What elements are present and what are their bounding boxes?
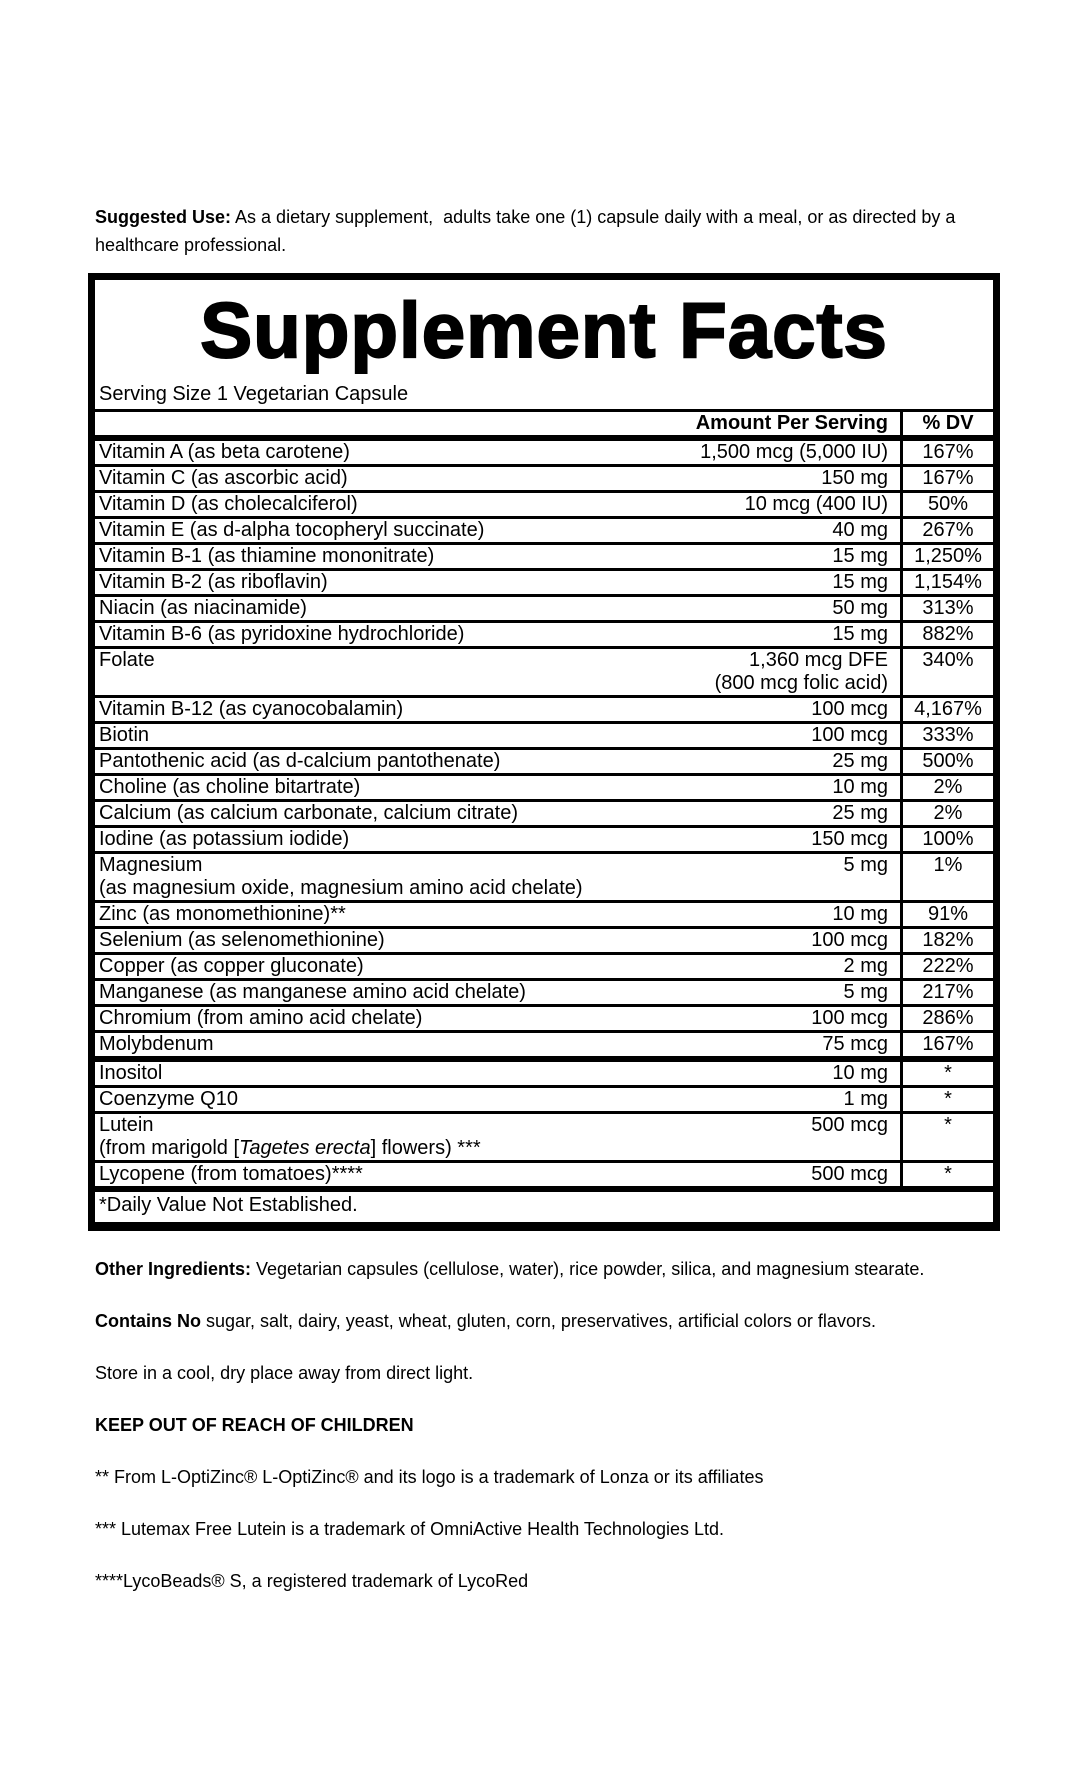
nutrient-amount: 25 mg xyxy=(832,750,888,773)
nutrient-amount: 150 mg xyxy=(821,467,888,490)
nutrient-row xyxy=(95,978,993,1004)
nutrient-main-cell xyxy=(95,955,900,978)
nutrient-amount: 5 mg xyxy=(843,854,888,877)
nutrient-amount: 100 mcg xyxy=(811,698,888,721)
nutrient-name: Biotin xyxy=(99,724,150,747)
nutrient-name: Molybdenum xyxy=(99,1033,214,1056)
nutrient-row xyxy=(95,620,993,646)
suggested-use-lead: Suggested Use: xyxy=(95,207,232,227)
nutrient-name: Manganese (as manganese amino acid chelate) xyxy=(99,981,526,1004)
nutrient-row xyxy=(95,773,993,799)
nutrient-main-cell xyxy=(95,623,900,646)
nutrient-row xyxy=(95,568,993,594)
nutrient-dv: 882% xyxy=(900,623,993,646)
nutrient-row xyxy=(95,1004,993,1030)
nutrient-amount: 25 mg xyxy=(832,802,888,825)
nutrient-dv: 182% xyxy=(900,929,993,952)
nutrient-row xyxy=(95,490,993,516)
nutrient-row xyxy=(95,1085,993,1111)
nutrient-dv: 4,167% xyxy=(900,698,993,721)
nutrient-name: Iodine (as potassium iodide) xyxy=(99,828,350,851)
daily-value-footnote: *Daily Value Not Established. xyxy=(95,1186,993,1222)
nutrient-dv: * xyxy=(900,1088,993,1111)
column-header-amount: Amount Per Serving xyxy=(695,412,888,435)
nutrient-amount: 15 mg xyxy=(832,623,888,646)
nutrient-amount: 75 mcg xyxy=(822,1033,888,1056)
nutrient-row xyxy=(95,594,993,620)
nutrient-dv: 313% xyxy=(900,597,993,620)
nutrient-amount: 500 mcg xyxy=(811,1114,888,1137)
nutrient-dv: 1% xyxy=(900,854,993,900)
other-ingredients: Other Ingredients: Vegetarian capsules (cellulose, water), rice powder, silica, and magnesium stearate. xyxy=(95,1259,925,1280)
nutrient-main-cell xyxy=(95,724,900,747)
nutrient-name: Folate xyxy=(99,649,155,672)
nutrient-amount-detail: (800 mcg folic acid) xyxy=(714,672,888,695)
supplement-facts-panel xyxy=(88,273,1000,1231)
nutrient-amount: 1 mg xyxy=(843,1088,888,1111)
nutrient-name: Vitamin E (as d-alpha tocopheryl succinate) xyxy=(99,519,485,542)
nutrient-name: Vitamin B-12 (as cyanocobalamin) xyxy=(99,698,404,721)
nutrient-amount: 10 mg xyxy=(832,903,888,926)
nutrient-dv: 222% xyxy=(900,955,993,978)
nutrient-row xyxy=(95,747,993,773)
storage-instructions: Store in a cool, dry place away from direct light. xyxy=(95,1363,474,1384)
suggested-use-text: As a dietary supplement, adults take one (1) capsule daily with a meal, or as directed by a healthcare professional. xyxy=(95,207,956,255)
nutrient-main-cell xyxy=(95,776,900,799)
nutrient-amount: 150 mcg xyxy=(811,828,888,851)
nutrient-name: Chromium (from amino acid chelate) xyxy=(99,1007,423,1030)
nutrient-name: Selenium (as selenomethionine) xyxy=(99,929,385,952)
nutrient-amount: 15 mg xyxy=(832,571,888,594)
nutrient-dv: 217% xyxy=(900,981,993,1004)
nutrient-row xyxy=(95,1111,993,1160)
nutrient-dv: 286% xyxy=(900,1007,993,1030)
nutrient-amount: 100 mcg xyxy=(811,929,888,952)
nutrient-dv: 500% xyxy=(900,750,993,773)
nutrient-main-cell xyxy=(95,802,900,825)
other-ingredients-lead: Other Ingredients: xyxy=(95,1259,252,1280)
nutrient-row xyxy=(95,952,993,978)
nutrient-amount: 500 mcg xyxy=(811,1163,888,1186)
nutrient-main-cell xyxy=(95,545,900,568)
trademark-lycopene: ****LycoBeads® S, a registered trademark of LycoRed xyxy=(95,1571,529,1592)
nutrient-name: Calcium (as calcium carbonate, calcium citrate) xyxy=(99,802,519,825)
nutrient-main-cell xyxy=(95,467,900,490)
nutrient-name: Lutein xyxy=(99,1114,154,1137)
nutrient-name-detail: (from marigold [Tagetes erecta] flowers) *** xyxy=(99,1137,481,1160)
nutrient-name: Choline (as choline bitartrate) xyxy=(99,776,361,799)
panel-title: Supplement Facts xyxy=(200,286,888,374)
nutrient-name: Magnesium xyxy=(99,854,203,877)
nutrient-dv: 2% xyxy=(900,802,993,825)
suggested-use xyxy=(95,203,977,259)
nutrient-amount: 10 mg xyxy=(832,1062,888,1085)
nutrient-main-cell xyxy=(95,571,900,594)
nutrient-name: Inositol xyxy=(99,1062,163,1085)
nutrient-dv: 167% xyxy=(900,467,993,490)
nutrient-row xyxy=(95,435,993,464)
nutrient-row xyxy=(95,851,993,900)
nutrient-row xyxy=(95,799,993,825)
nutrient-dv: 333% xyxy=(900,724,993,747)
nutrient-row xyxy=(95,542,993,568)
nutrient-name: Vitamin B-2 (as riboflavin) xyxy=(99,571,328,594)
nutrient-amount: 100 mcg xyxy=(811,724,888,747)
nutrient-main-cell xyxy=(95,750,900,773)
nutrient-dv: 1,250% xyxy=(900,545,993,568)
nutrient-main-cell xyxy=(95,903,900,926)
nutrient-amount: 2 mg xyxy=(843,955,888,978)
nutrient-row xyxy=(95,464,993,490)
nutrient-main-cell xyxy=(95,441,900,464)
nutrient-name: Vitamin D (as cholecalciferol) xyxy=(99,493,358,516)
nutrient-main-cell xyxy=(95,1088,900,1111)
nutrient-row xyxy=(95,926,993,952)
nutrient-row xyxy=(95,1030,993,1056)
column-header-dv: % DV xyxy=(900,412,993,435)
nutrient-name: Vitamin C (as ascorbic acid) xyxy=(99,467,348,490)
nutrient-dv: 1,154% xyxy=(900,571,993,594)
nutrient-main-cell xyxy=(95,1114,900,1160)
nutrient-main-cell xyxy=(95,854,900,900)
nutrient-amount: 50 mg xyxy=(832,597,888,620)
nutrient-main-cell xyxy=(95,1007,900,1030)
nutrient-name: Pantothenic acid (as d-calcium pantothenate) xyxy=(99,750,501,773)
serving-size: Serving Size 1 Vegetarian Capsule xyxy=(99,383,409,406)
nutrient-amount: 100 mcg xyxy=(811,1007,888,1030)
nutrient-main-cell xyxy=(95,929,900,952)
nutrient-dv: * xyxy=(900,1163,993,1186)
nutrient-main-cell xyxy=(95,828,900,851)
nutrient-name: Zinc (as monomethionine)** xyxy=(99,903,346,926)
nutrient-row xyxy=(95,1160,993,1186)
nutrient-row xyxy=(95,825,993,851)
nutrient-row xyxy=(95,646,993,695)
nutrient-dv: 91% xyxy=(900,903,993,926)
nutrient-dv: 267% xyxy=(900,519,993,542)
nutrient-name: Vitamin B-6 (as pyridoxine hydrochloride) xyxy=(99,623,465,646)
trademark-zinc: ** From L-OptiZinc® L-OptiZinc® and its logo is a trademark of Lonza or its affiliates xyxy=(95,1467,764,1488)
keep-out-warning-lead: KEEP OUT OF REACH OF CHILDREN xyxy=(95,1415,414,1436)
nutrient-main-cell xyxy=(95,1163,900,1186)
info-paragraphs xyxy=(95,1255,1000,1595)
header-main-cell xyxy=(95,412,900,435)
nutrient-main-cell xyxy=(95,1062,900,1085)
nutrient-dv: 50% xyxy=(900,493,993,516)
nutrient-dv: 167% xyxy=(900,1033,993,1056)
nutrient-main-cell xyxy=(95,981,900,1004)
nutrient-main-cell xyxy=(95,1033,900,1056)
nutrient-row xyxy=(95,721,993,747)
nutrient-dv: 340% xyxy=(900,649,993,695)
contains-no-lead: Contains No xyxy=(95,1311,201,1332)
nutrient-amount: 15 mg xyxy=(832,545,888,568)
nutrient-amount: 10 mcg (400 IU) xyxy=(744,493,888,516)
nutrient-main-cell xyxy=(95,649,900,695)
nutrient-amount: 10 mg xyxy=(832,776,888,799)
nutrient-dv: * xyxy=(900,1062,993,1085)
nutrient-name: Vitamin B-1 (as thiamine mononitrate) xyxy=(99,545,435,568)
nutrient-rows xyxy=(95,435,993,1186)
nutrient-main-cell xyxy=(95,698,900,721)
contains-no: Contains No sugar, salt, dairy, yeast, wheat, gluten, corn, preservatives, artificial colors or flavors. xyxy=(95,1311,876,1332)
nutrient-row xyxy=(95,695,993,721)
nutrient-amount: 40 mg xyxy=(832,519,888,542)
keep-out-warning xyxy=(95,1411,977,1439)
nutrient-name-detail: (as magnesium oxide, magnesium amino acid chelate) xyxy=(99,877,583,900)
nutrient-dv: 100% xyxy=(900,828,993,851)
nutrient-dv: * xyxy=(900,1114,993,1160)
trademark-lutein: *** Lutemax Free Lutein is a trademark of OmniActive Health Technologies Ltd. xyxy=(95,1519,724,1540)
nutrient-name: Niacin (as niacinamide) xyxy=(99,597,307,620)
nutrient-main-cell xyxy=(95,519,900,542)
nutrient-dv: 167% xyxy=(900,441,993,464)
nutrient-name: Coenzyme Q10 xyxy=(99,1088,238,1111)
nutrient-amount: 1,500 mcg (5,000 IU) xyxy=(700,441,888,464)
nutrient-name: Copper (as copper gluconate) xyxy=(99,955,364,978)
nutrient-amount: 1,360 mcg DFE xyxy=(749,649,888,672)
nutrient-row xyxy=(95,516,993,542)
nutrient-name: Lycopene (from tomatoes)**** xyxy=(99,1163,363,1186)
nutrient-main-cell xyxy=(95,597,900,620)
nutrient-dv: 2% xyxy=(900,776,993,799)
nutrient-amount: 5 mg xyxy=(843,981,888,1004)
nutrient-main-cell xyxy=(95,493,900,516)
nutrient-row xyxy=(95,900,993,926)
nutrient-row xyxy=(95,1056,993,1085)
table-header-row xyxy=(95,409,993,435)
nutrient-name: Vitamin A (as beta carotene) xyxy=(99,441,350,464)
